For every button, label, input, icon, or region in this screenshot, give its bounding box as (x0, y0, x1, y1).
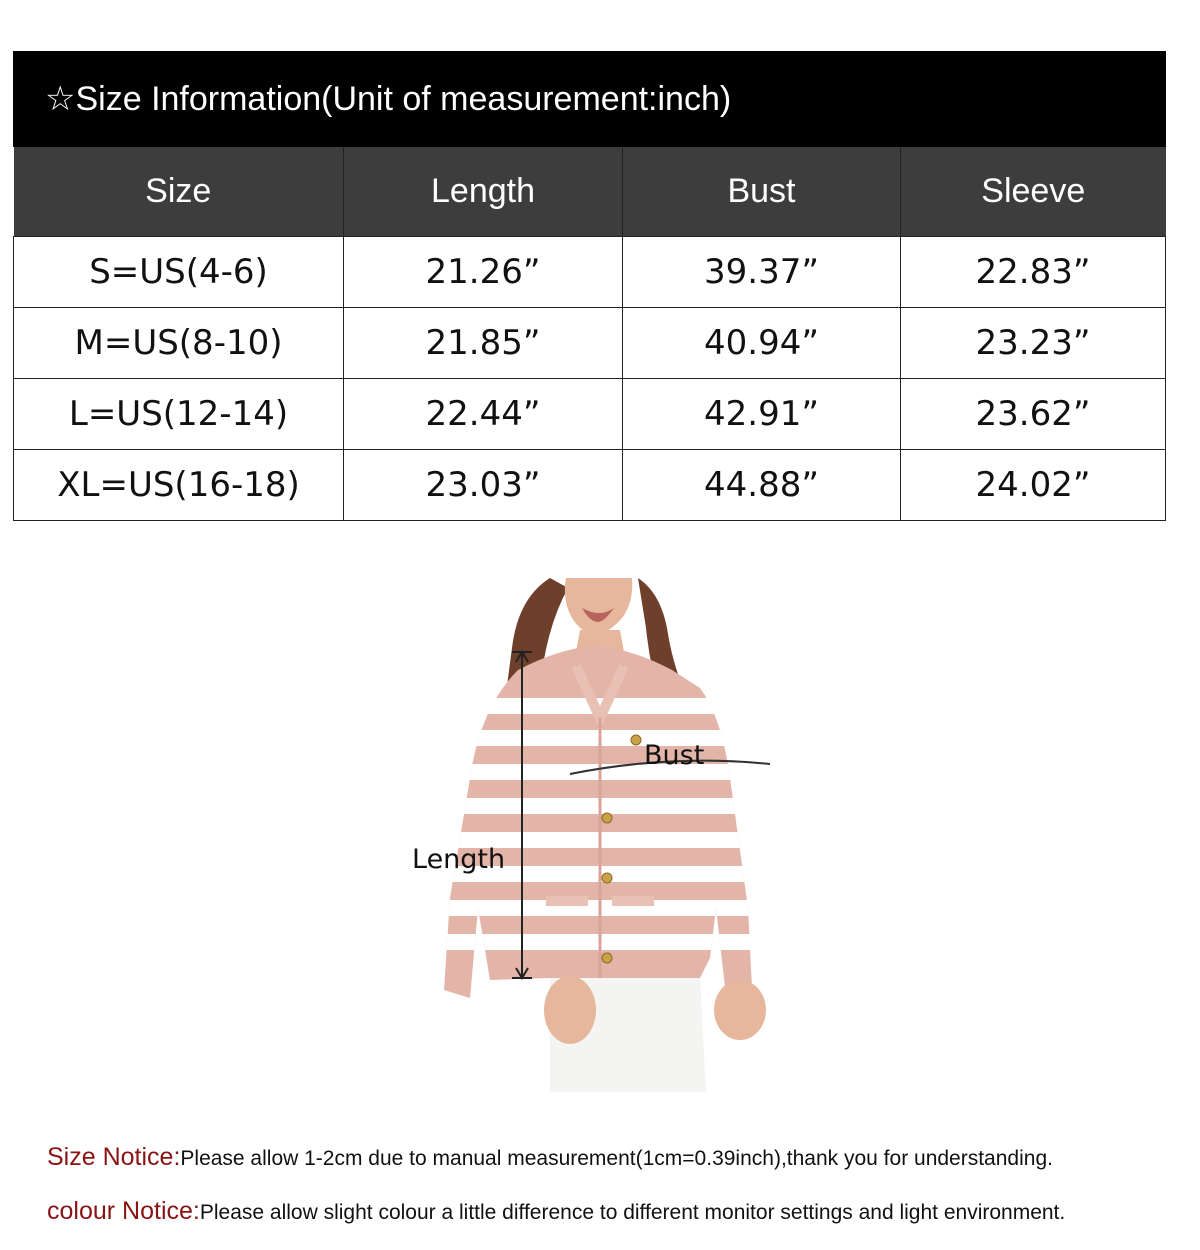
size-info-title: ☆Size Information(Unit of measurement:inch) (13, 51, 1166, 147)
size-notice (47, 1143, 1053, 1172)
cell-size: L=US(12-14) (14, 378, 344, 449)
pocket-left (546, 896, 588, 906)
cell-sleeve: 23.62” (901, 378, 1166, 449)
cell-size: M=US(8-10) (14, 307, 344, 378)
cell-length: 21.26” (344, 236, 623, 307)
cell-size: XL=US(16-18) (14, 449, 344, 520)
table-header-row (14, 147, 1166, 236)
column-header-bust: Bust (623, 147, 901, 236)
column-header-size: Size (14, 147, 344, 236)
column-header-length: Length (344, 147, 623, 236)
colour-notice (47, 1197, 1065, 1226)
cell-bust: 42.91” (623, 378, 901, 449)
size-table (13, 147, 1166, 521)
colour-notice-text: Please allow slight colour a little difference to different monitor settings and light environment. (199, 1201, 1066, 1224)
model-measurement-figure (400, 578, 790, 1092)
table-row (14, 307, 1166, 378)
cell-bust: 40.94” (623, 307, 901, 378)
colour-notice-label: colour Notice: (47, 1197, 200, 1225)
cell-bust: 44.88” (623, 449, 901, 520)
cell-sleeve: 22.83” (901, 236, 1166, 307)
cell-bust: 39.37” (623, 236, 901, 307)
table-row (14, 378, 1166, 449)
table-row (14, 236, 1166, 307)
bust-label: Bust (644, 740, 705, 771)
pocket-right (612, 896, 654, 906)
cell-length: 21.85” (344, 307, 623, 378)
cell-length: 23.03” (344, 449, 623, 520)
sweater-shape (400, 646, 790, 998)
length-label: Length (412, 844, 506, 875)
size-notice-text: Please allow 1-2cm due to manual measurement(1cm=0.39inch),thank you for understanding. (180, 1147, 1053, 1170)
table-row (14, 449, 1166, 520)
cell-size: S=US(4-6) (14, 236, 344, 307)
cell-sleeve: 24.02” (901, 449, 1166, 520)
face-shape (565, 578, 632, 634)
size-notice-label: Size Notice: (47, 1143, 181, 1171)
cell-sleeve: 23.23” (901, 307, 1166, 378)
cell-length: 22.44” (344, 378, 623, 449)
column-header-sleeve: Sleeve (901, 147, 1166, 236)
